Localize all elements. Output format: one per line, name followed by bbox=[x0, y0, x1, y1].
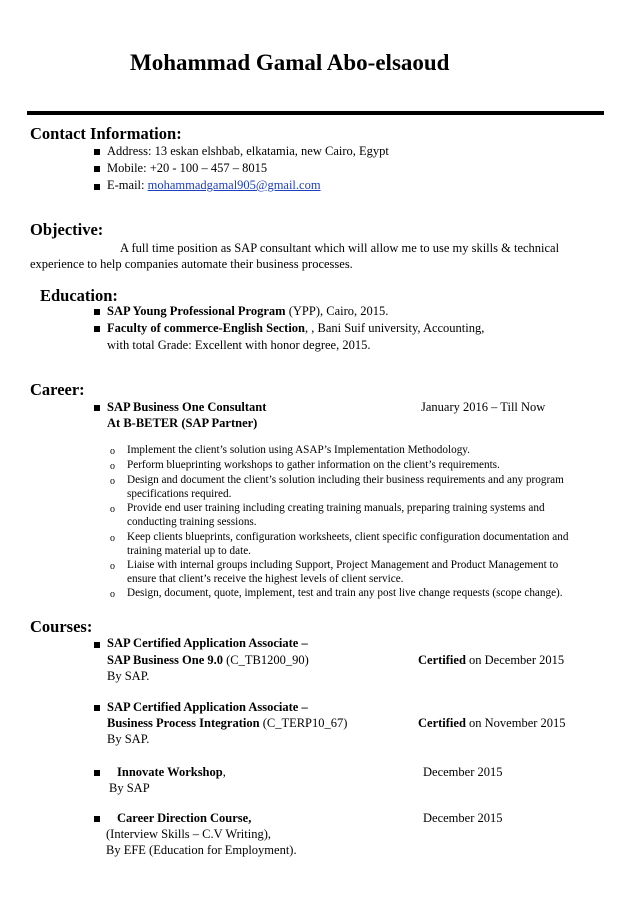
education-heading: Education: bbox=[40, 286, 118, 305]
education-item-1 bbox=[107, 304, 388, 319]
mobile-text: Mobile: +20 - 100 – 457 – 8015 bbox=[107, 161, 268, 175]
email-row bbox=[107, 178, 321, 193]
course-1-title: SAP Certified Application Associate – bbox=[107, 636, 308, 650]
bullet-icon bbox=[94, 326, 100, 332]
course-1-exam bbox=[107, 653, 309, 668]
duty-item-continued: specifications required. bbox=[127, 488, 232, 500]
title-divider bbox=[27, 111, 604, 115]
objective-line-1: A full time position as SAP consultant which will allow me to use my skills & technical bbox=[120, 241, 560, 255]
course-3-provider: By SAP bbox=[109, 781, 150, 795]
course-3-name: Innovate Workshop bbox=[117, 765, 223, 779]
bullet-icon bbox=[94, 816, 100, 822]
courses-heading: Courses: bbox=[30, 617, 93, 636]
duty-item: Design, document, quote, implement, test and train any post live change requests (scope change). bbox=[127, 587, 563, 599]
circle-bullet-icon: o bbox=[110, 504, 115, 515]
bullet-icon bbox=[94, 642, 100, 648]
bullet-icon bbox=[94, 705, 100, 711]
education-item-1-title: SAP Young Professional Program bbox=[107, 304, 286, 318]
contact-heading: Contact Information: bbox=[30, 124, 182, 143]
course-2-certified bbox=[418, 716, 566, 731]
course-3-title bbox=[117, 765, 226, 780]
course-4-topics: (Interview Skills – C.V Writing), bbox=[106, 827, 271, 841]
duty-item-continued: ensure that client’s receive the highest levels of client service. bbox=[127, 573, 404, 585]
objective-line-2: experience to help companies automate their business processes. bbox=[30, 257, 353, 271]
course-4-provider: By EFE (Education for Employment). bbox=[106, 843, 297, 857]
duty-item-continued: training material up to date. bbox=[127, 545, 251, 557]
course-3-punct: , bbox=[222, 765, 226, 779]
education-item-2-detail: , , Bani Suif university, Accounting, bbox=[305, 321, 485, 335]
circle-bullet-icon: o bbox=[110, 446, 115, 457]
course-2-certified-date: on November 2015 bbox=[465, 716, 566, 730]
circle-bullet-icon: o bbox=[110, 561, 115, 572]
circle-bullet-icon: o bbox=[110, 533, 115, 544]
course-1-provider: By SAP. bbox=[107, 669, 150, 683]
objective-heading: Objective: bbox=[30, 220, 104, 239]
career-company: At B-BETER (SAP Partner) bbox=[107, 416, 258, 430]
duty-item: Liaise with internal groups including Support, Project Management and Product Management to bbox=[127, 559, 559, 571]
duty-item: Perform blueprinting workshops to gather information on the client’s requirements. bbox=[127, 459, 500, 471]
resume-name: Mohammad Gamal Abo-elsaoud bbox=[130, 50, 450, 75]
course-3-date: December 2015 bbox=[423, 765, 503, 779]
circle-bullet-icon: o bbox=[110, 476, 115, 487]
bullet-icon bbox=[94, 405, 100, 411]
education-item-2 bbox=[107, 321, 484, 336]
duty-item: Implement the client’s solution using ASAP’s Implementation Methodology. bbox=[127, 444, 470, 456]
duty-item: Provide end user training including creating training manuals, preparing training systems and bbox=[127, 502, 545, 514]
career-heading: Career: bbox=[30, 380, 85, 399]
course-1-certified-date: on December 2015 bbox=[465, 653, 565, 667]
education-item-2-title: Faculty of commerce-English Section bbox=[107, 321, 305, 335]
circle-bullet-icon: o bbox=[110, 461, 115, 472]
course-2-certified-label: Certified bbox=[418, 716, 466, 730]
career-role: SAP Business One Consultant bbox=[107, 400, 267, 414]
bullet-icon bbox=[94, 184, 100, 190]
course-1-name: SAP Business One 9.0 bbox=[107, 653, 224, 667]
course-2-code: (C_TERP10_67) bbox=[259, 716, 348, 730]
course-4-title: Career Direction Course, bbox=[117, 811, 252, 825]
course-1-certified-label: Certified bbox=[418, 653, 466, 667]
bullet-icon bbox=[94, 770, 100, 776]
course-2-exam bbox=[107, 716, 347, 731]
duty-item: Design and document the client’s solution including their business requirements and any program bbox=[127, 474, 564, 486]
duty-item-continued: conducting training sessions. bbox=[127, 516, 257, 528]
address-text: Address: 13 eskan elshbab, elkatamia, new Cairo, Egypt bbox=[107, 144, 389, 158]
email-link[interactable]: mohammadgamal905@gmail.com bbox=[147, 178, 321, 192]
education-item-2-grade: with total Grade: Excellent with honor degree, 2015. bbox=[107, 338, 371, 352]
email-label: E-mail: bbox=[107, 178, 148, 192]
course-1-certified bbox=[418, 653, 564, 668]
bullet-icon bbox=[94, 309, 100, 315]
bullet-icon bbox=[94, 149, 100, 155]
course-2-name: Business Process Integration bbox=[107, 716, 260, 730]
course-1-code: (C_TB1200_90) bbox=[223, 653, 309, 667]
bullet-icon bbox=[94, 166, 100, 172]
education-item-1-detail: (YPP), Cairo, 2015. bbox=[285, 304, 389, 318]
course-4-date: December 2015 bbox=[423, 811, 503, 825]
career-dates: January 2016 – Till Now bbox=[421, 400, 546, 414]
course-2-provider: By SAP. bbox=[107, 732, 150, 746]
course-2-title: SAP Certified Application Associate – bbox=[107, 700, 308, 714]
duty-item: Keep clients blueprints, configuration worksheets, client specific configuration documentation and bbox=[127, 531, 569, 543]
circle-bullet-icon: o bbox=[110, 589, 115, 600]
